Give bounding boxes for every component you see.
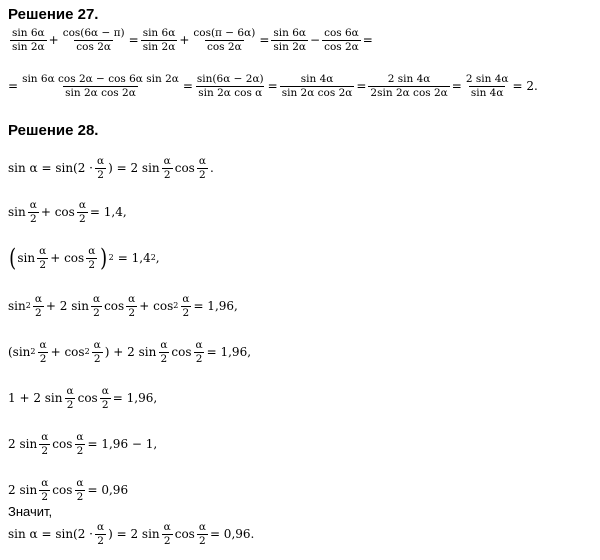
solution-28-line-7 — [8, 432, 157, 456]
solution-28-line-9 — [8, 522, 254, 546]
expr-text: , — [155, 251, 160, 265]
expr-text: = 1,4, — [89, 205, 127, 219]
fraction: $\frac{2 \sin 4\alpha}{\sin 4\alpha}$ — [465, 73, 509, 99]
expr-text: . — [209, 161, 214, 175]
znachit-text: Значит, — [8, 504, 53, 519]
expr-text: cos — [171, 345, 192, 359]
expr-text: + cos — [40, 205, 75, 219]
exponent: 2 — [173, 301, 179, 310]
fraction-half-alpha: $\frac{\alpha}{2}$ — [160, 339, 168, 365]
expr-text: sin — [17, 251, 36, 265]
fraction-half-alpha: $\frac{\alpha}{2}$ — [76, 431, 84, 457]
solution-27-line-1 — [8, 28, 373, 52]
operator: + — [179, 33, 190, 47]
equals-sign: = — [267, 79, 278, 93]
fraction-half-alpha: $\frac{\alpha}{2}$ — [41, 431, 49, 457]
exponent: 2 — [25, 301, 31, 310]
expr-text: cos — [174, 527, 195, 541]
expr-text: + cos — [139, 299, 174, 313]
operator: + — [48, 33, 59, 47]
equals-sign: = — [259, 33, 270, 47]
expr-text: 2 sin — [8, 483, 38, 497]
expr-text: + 2 sin — [45, 299, 89, 313]
equals-sign: = — [182, 79, 193, 93]
expr-text: ) + 2 sin — [104, 345, 157, 359]
exponent: 2 — [30, 347, 36, 356]
fraction: $\frac{\cos(6\alpha - \pi)}{\cos 2\alpha}$ — [62, 27, 125, 53]
expr-text: = 0,96 — [87, 483, 129, 497]
fraction-half-alpha: $\frac{\alpha}{2}$ — [163, 155, 171, 181]
fraction: $\frac{2 \sin 4\alpha}{\text{2sin 2α cos 2α}}$ — [370, 73, 448, 99]
fraction-half-alpha: $\frac{\alpha}{2}$ — [198, 155, 206, 181]
fraction: $\frac{\sin 4\alpha}{\text{sin 2α cos 2α}}$ — [281, 73, 353, 99]
expr-text: cos — [77, 391, 98, 405]
solution-27-title: Решение 27. — [8, 6, 99, 23]
equals-sign: = — [362, 33, 373, 47]
fraction-half-alpha: $\frac{\alpha}{2}$ — [198, 521, 206, 547]
fraction: $\frac{\sin(6\alpha - 2\alpha)}{\text{sin 2α cos α}}$ — [196, 73, 264, 99]
solution-28-line-6 — [8, 386, 157, 410]
fraction-half-alpha: $\frac{\alpha}{2}$ — [39, 245, 47, 271]
expr-text: = 0,96. — [209, 527, 255, 541]
equals-sign: = — [128, 33, 139, 47]
solution-27-line-2 — [8, 74, 538, 98]
expr-text: + cos — [50, 251, 85, 265]
expr-text: sin α = sin(2 · — [8, 161, 93, 175]
fraction-half-alpha: $\frac{\alpha}{2}$ — [88, 245, 96, 271]
expr-text: 1 + 2 sin — [8, 391, 63, 405]
fraction-half-alpha: $\frac{\alpha}{2}$ — [66, 385, 74, 411]
fraction-half-alpha: $\frac{\alpha}{2}$ — [195, 339, 203, 365]
solution-28-line-1 — [8, 156, 214, 180]
expr-text: = 1,96, — [112, 391, 158, 405]
expr-text: = 1,4 — [117, 251, 151, 265]
operator: − — [310, 33, 321, 47]
expr-text: sin — [8, 299, 26, 313]
fraction: $\frac{\cos(\pi - 6\alpha)}{\cos 2\alpha}$ — [193, 27, 256, 53]
fraction-half-alpha: $\frac{\alpha}{2}$ — [29, 199, 37, 225]
fraction-half-alpha: $\frac{\alpha}{2}$ — [182, 293, 190, 319]
solution-28-line-3 — [8, 246, 160, 270]
fraction-half-alpha: $\frac{\alpha}{2}$ — [93, 339, 101, 365]
equals-sign: = — [8, 79, 19, 93]
expr-text: sin — [8, 205, 26, 219]
expr-text: cos — [52, 483, 73, 497]
fraction-half-alpha: $\frac{\alpha}{2}$ — [101, 385, 109, 411]
expr-text: (sin — [8, 345, 31, 359]
fraction-half-alpha: $\frac{\alpha}{2}$ — [76, 477, 84, 503]
expr-text: ) = 2 sin — [108, 161, 160, 175]
equals-sign: = — [451, 79, 462, 93]
expr-text: cos — [174, 161, 195, 175]
fraction-half-alpha: $\frac{\alpha}{2}$ — [128, 293, 136, 319]
expr-text: cos — [52, 437, 73, 451]
solution-28-title: Решение 28. — [8, 122, 99, 139]
expr-text: + cos — [50, 345, 85, 359]
paren-close: ) — [100, 244, 108, 272]
fraction-half-alpha: $\frac{\alpha}{2}$ — [78, 199, 86, 225]
fraction: $\frac{\cos 6\alpha}{\cos 2\alpha}$ — [324, 27, 359, 53]
expr-text: cos — [104, 299, 125, 313]
fraction: $\frac{\sin 6\alpha}{\sin 2\alpha}$ — [142, 27, 176, 53]
fraction: $\frac{\text{sin 6α cos 2α − cos 6α sin 2α}}{\text{sin 2α cos 2α}}$ — [22, 73, 179, 99]
fraction-half-alpha: $\frac{\alpha}{2}$ — [92, 293, 101, 319]
paren-open: ( — [9, 244, 17, 272]
exponent: 2 — [84, 347, 90, 356]
solution-28-line-5 — [8, 340, 251, 364]
fraction-half-alpha: $\frac{\alpha}{2}$ — [41, 477, 49, 503]
fraction-half-alpha: $\frac{\alpha}{2}$ — [97, 521, 105, 547]
solution-28-line-4 — [8, 294, 238, 318]
exponent: 2 — [150, 253, 156, 262]
fraction: $\frac{\sin 6\alpha}{\sin 2\alpha}$ — [273, 27, 306, 53]
equals-sign: = — [356, 79, 367, 93]
expr-text: 2 sin — [8, 437, 38, 451]
fraction-half-alpha: $\frac{\alpha}{2}$ — [97, 155, 105, 181]
result: = 2. — [512, 79, 538, 93]
expr-text: sin α = sin(2 · — [8, 527, 93, 541]
fraction: $\frac{\sin 6\alpha}{\sin 2\alpha}$ — [12, 27, 45, 53]
fraction-half-alpha: $\frac{\alpha}{2}$ — [39, 339, 47, 365]
expr-text: = 1,96 − 1, — [87, 437, 158, 451]
solution-28-line-8 — [8, 478, 128, 502]
expr-text: = 1,96, — [206, 345, 252, 359]
solution-28-line-2 — [8, 200, 127, 224]
fraction-half-alpha: $\frac{\alpha}{2}$ — [163, 521, 171, 547]
exponent: 2 — [108, 253, 114, 262]
expr-text: ) = 2 sin — [108, 527, 160, 541]
fraction-half-alpha: $\frac{\alpha}{2}$ — [34, 293, 42, 319]
expr-text: = 1,96, — [193, 299, 238, 313]
